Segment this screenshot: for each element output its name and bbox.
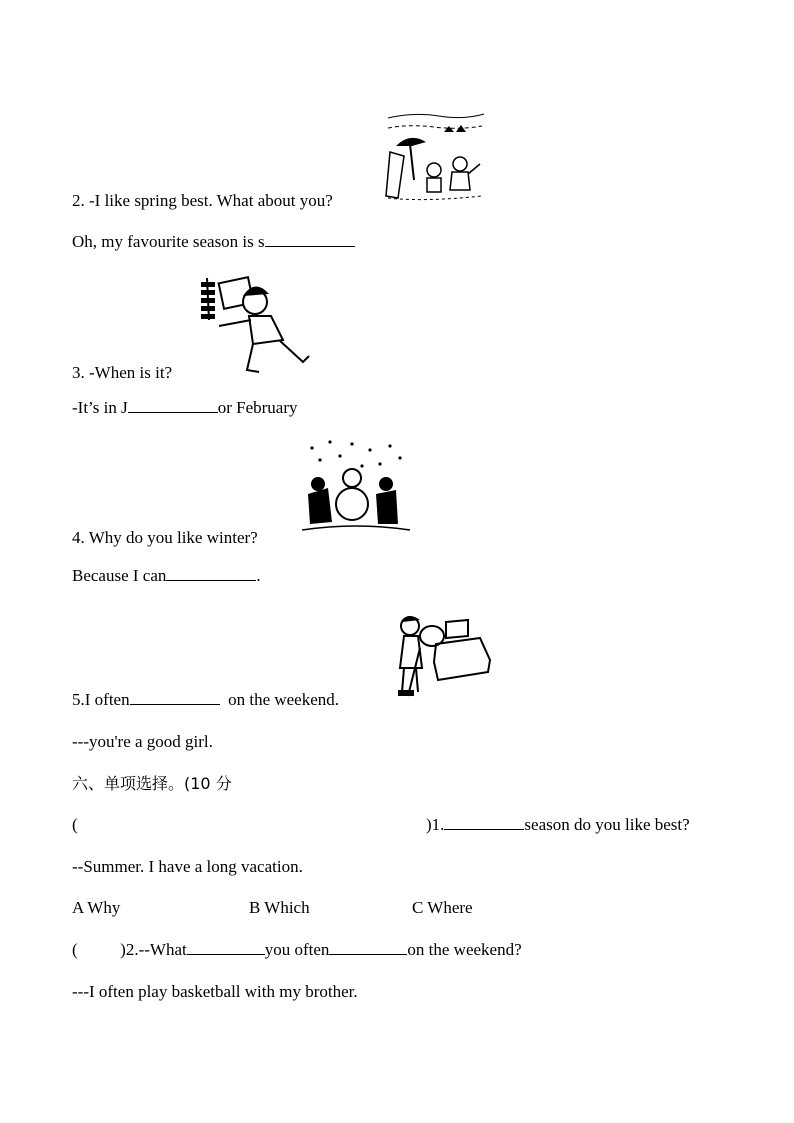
mc2-question	[72, 939, 522, 961]
snowman-winter-picture	[300, 438, 412, 536]
mc1-option-a: A Why	[72, 898, 121, 917]
q3-answer-suffix: or February	[217, 398, 298, 417]
q3-answer-prefix: -It’s in J	[72, 398, 128, 417]
mc2-paren: ( )2.--What	[72, 940, 187, 959]
q4-question: 4. Why do you like winter?	[72, 528, 258, 547]
mc1-option-c: C Where	[412, 898, 473, 917]
q2-answer-prefix: Oh, my favourite season is s	[72, 232, 265, 251]
mc2-blank-2[interactable]	[329, 939, 407, 955]
mc2-middle: you often	[264, 940, 330, 959]
q3-question: 3. -When is it?	[72, 363, 173, 382]
q5-question-suffix: on the weekend.	[228, 690, 340, 709]
q3-answer	[72, 397, 298, 419]
section6-title: 六、单项选择。(10 分	[72, 774, 232, 793]
mc1-paren-close: )1.	[426, 815, 445, 834]
mc2-answer-line: ---I often play basketball with my brother.	[72, 982, 358, 1001]
q2-answer	[72, 231, 355, 253]
mc1-question	[426, 814, 690, 836]
mc1-question-suffix: season do you like best?	[524, 815, 690, 834]
q5-response: ---you're a good girl.	[72, 732, 213, 751]
q4-answer-prefix: Because I can	[72, 566, 167, 585]
q5-question-prefix: 5.I often	[72, 690, 130, 709]
q4-answer-suffix: .	[256, 566, 261, 585]
beach-summer-picture	[384, 106, 486, 206]
boy-firecrackers-picture	[193, 270, 313, 380]
mc2-blank-1[interactable]	[187, 939, 265, 955]
q2-question: 2. -I like spring best. What about you?	[72, 191, 333, 210]
girl-making-bed-picture	[390, 612, 492, 704]
q3-answer-blank[interactable]	[128, 397, 218, 413]
q2-answer-blank[interactable]	[265, 231, 355, 247]
q5-question-blank[interactable]	[130, 689, 220, 705]
mc1-answer-line: --Summer. I have a long vacation.	[72, 857, 303, 876]
q5-question	[72, 689, 339, 711]
mc1-option-b: B Which	[249, 898, 310, 917]
q4-answer-blank[interactable]	[166, 565, 256, 581]
q4-answer	[72, 565, 261, 587]
mc1-paren-open: (	[72, 815, 78, 834]
mc2-end: on the weekend?	[407, 940, 522, 959]
mc1-blank[interactable]	[444, 814, 524, 830]
